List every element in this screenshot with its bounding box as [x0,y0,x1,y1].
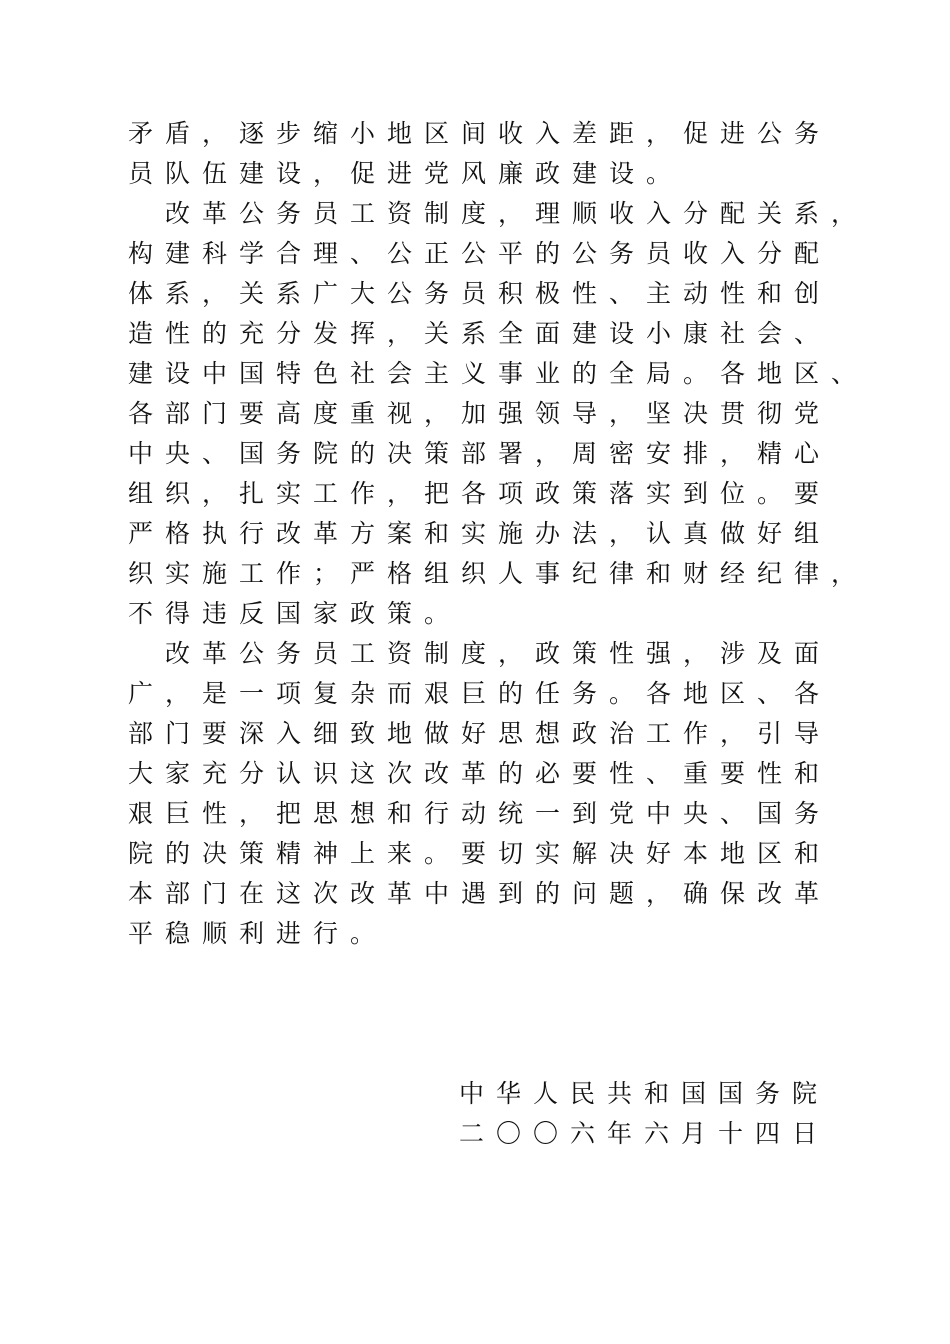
document-body [128,114,869,954]
text-line-12: 织实施工作；严格组织人事纪律和财经纪律， [128,559,869,588]
text-line-16: 部门要深入细致地做好思想政治工作，引导 [128,719,832,748]
text-line-13: 不得违反国家政策。 [128,599,462,628]
signature-block [459,1074,859,1154]
text-line-20: 本部门在这次改革中遇到的问题，确保改革 [128,879,832,908]
text-line-7: 建设中国特色社会主义事业的全局。各地区、 [128,359,869,388]
text-line-11: 严格执行改革方案和实施办法，认真做好组 [128,519,832,548]
text-line-8: 各部门要高度重视，加强领导，坚决贯彻党 [128,399,832,428]
text-line-4: 构建科学合理、公正公平的公务员收入分配 [128,239,832,268]
text-line-5: 体系，关系广大公务员积极性、主动性和创 [128,279,832,308]
text-line-15: 广，是一项复杂而艰巨的任务。各地区、各 [128,679,832,708]
text-line-9: 中央、国务院的决策部署，周密安排，精心 [128,439,832,468]
text-line-1: 矛盾，逐步缩小地区间收入差距，促进公务 [128,119,832,148]
text-line-3: 改革公务员工资制度，理顺收入分配关系， [128,199,869,228]
text-line-18: 艰巨性，把思想和行动统一到党中央、国务 [128,799,832,828]
text-line-14: 改革公务员工资制度，政策性强，涉及面 [128,639,832,668]
text-line-6: 造性的充分发挥，关系全面建设小康社会、 [128,319,832,348]
issue-date: 二〇〇六年六月十四日 [459,1119,830,1148]
issuer-name: 中华人民共和国国务院 [459,1079,830,1108]
text-line-17: 大家充分认识这次改革的必要性、重要性和 [128,759,832,788]
text-line-2: 员队伍建设，促进党风廉政建设。 [128,159,684,188]
text-line-10: 组织，扎实工作，把各项政策落实到位。要 [128,479,832,508]
text-line-19: 院的决策精神上来。要切实解决好本地区和 [128,839,832,868]
text-line-21: 平稳顺利进行。 [128,919,388,948]
